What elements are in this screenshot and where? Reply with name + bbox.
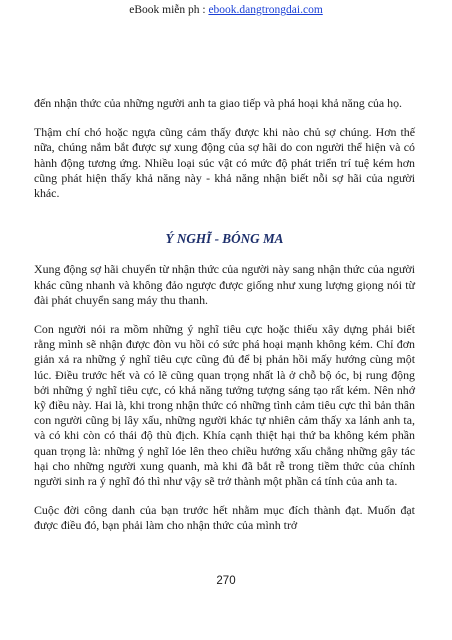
section-heading: Ý NGHĨ - BÓNG MA bbox=[165, 231, 284, 247]
header-link[interactable]: ebook.dangtrongdai.com bbox=[208, 4, 323, 16]
page-content bbox=[34, 96, 415, 548]
header-prefix: eBook miễn ph : bbox=[129, 4, 209, 16]
page-header bbox=[0, 3, 452, 17]
paragraph: Thậm chí chó hoặc ngựa cũng cảm thấy được khi nào chủ sợ chúng. Hơn thế nữa, chúng nắm bắt được sự xung động của sợ hãi do con người thể hiện và có hành động tương ứng. Nhiều loại súc vật có mức độ phát triển trí tuệ kém hơn cũng phát hiện thấy khả năng này - khả năng nhận biết nỗi sợ hãi của người khác. bbox=[34, 125, 415, 201]
paragraph: Con người nói ra mồm những ý nghĩ tiêu cực hoặc thiếu xây dựng phải biết rằng mình sẽ nhận được đòn vu hồi có sức phá hoại mạnh không kém. Chỉ đơn giản xả ra những ý nghĩ tiêu cực cũng đủ để bị phản hồi mấy hướng cùng một lúc. Điều trước hết và có lẽ cũng quan trọng nhất là ở chỗ bộ óc, bị rung động bởi những ý nghĩ tiêu cực, có khả năng tưởng tượng sáng tạo rất kém. Nên nhớ kỹ điều này. Hai là, khi trong nhận thức có những tình cảm tiêu cực thì bản thân con người cũng bị lây xấu, những người khác tự nhiên cảm thấy xa lánh anh ta, và có khi còn có thái độ thù địch. Khía cạnh thiệt hại thứ ba không kém phần quan trọng là: những ý nghĩ lóe lên theo chiều hướng xấu chẳng những gây tác hại cho những người xung quanh, mà khi đã bắt rễ trong tiềm thức của chính người sinh ra ý nghĩ đó thì như vậy sẽ trở thành một phần cá tính của anh ta. bbox=[34, 322, 415, 489]
paragraph: Cuộc đời công danh của bạn trước hết nhằm mục đích thành đạt. Muốn đạt được điều đó, bạn phải làm cho nhận thức của mình trở bbox=[34, 503, 415, 533]
paragraph: Xung động sợ hãi chuyển từ nhận thức của người này sang nhận thức của người khác cũng nhanh và không đảo ngược được giống như xung lượng giọng nói từ đài phát chuyển sang máy thu thanh. bbox=[34, 262, 415, 307]
paragraph: đến nhận thức của những người anh ta giao tiếp và phá hoại khả năng của họ. bbox=[34, 96, 403, 110]
page-number: 270 bbox=[216, 575, 236, 587]
